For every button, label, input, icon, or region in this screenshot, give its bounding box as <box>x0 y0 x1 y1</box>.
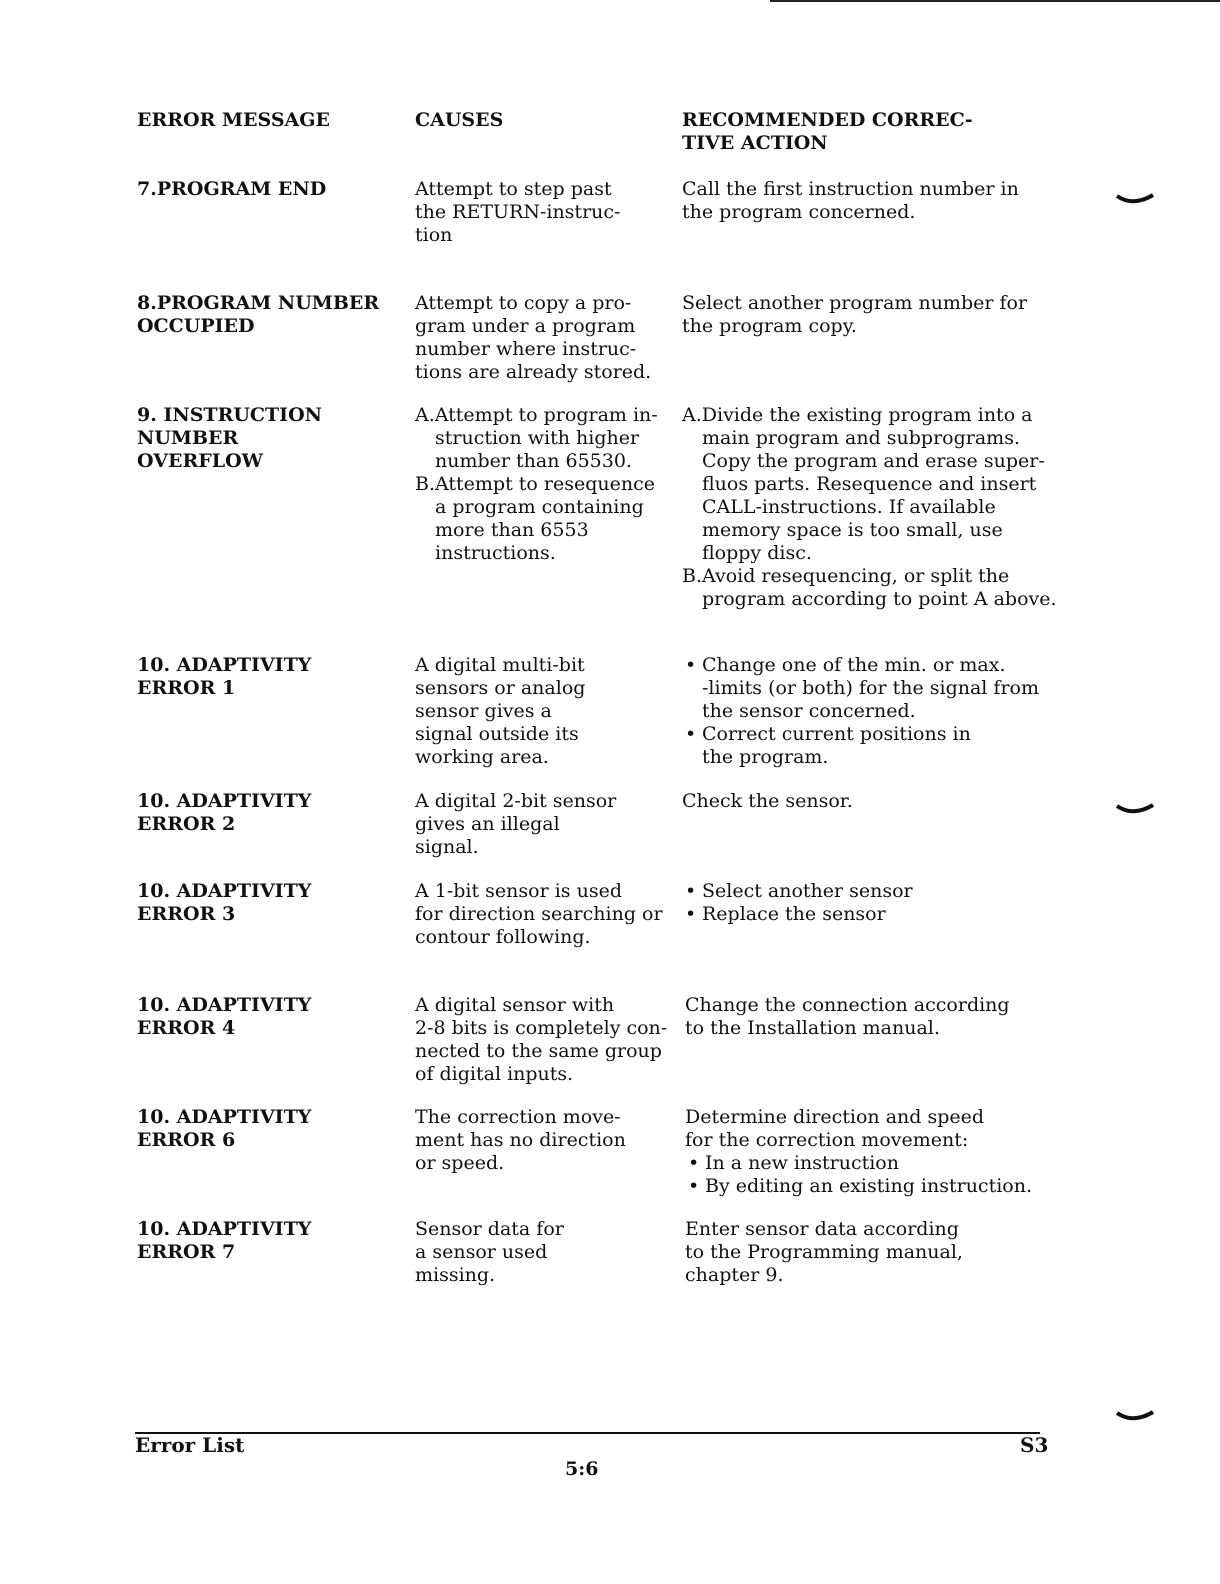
corrective-action <box>682 404 1062 611</box>
bullet-item <box>682 723 1062 769</box>
header-action-line: TIVE ACTION <box>682 132 828 154</box>
error-line: 7.PROGRAM END <box>137 178 327 200</box>
cause-line: Attempt to copy a pro- <box>415 292 632 314</box>
error-line: ERROR 7 <box>137 1241 236 1263</box>
cause-line: 2-8 bits is completely con- <box>415 1017 668 1039</box>
cause-line: ment has no direction <box>415 1129 626 1151</box>
cause-item-b <box>415 473 660 565</box>
cause-line: gives an illegal <box>415 813 560 835</box>
binder-mark-icon <box>1115 803 1155 817</box>
item-label: A. <box>682 404 702 426</box>
error-message <box>137 1218 397 1264</box>
item-text: Divide the existing program into a <box>701 404 1033 426</box>
footer-section-title: Error List <box>135 1433 245 1457</box>
action-line: to the Installation manual. <box>685 1017 940 1039</box>
action-line: memory space is too small, use <box>702 519 1003 541</box>
action-line: the program copy. <box>682 315 857 337</box>
action-line: the sensor concerned. <box>702 700 916 722</box>
cause-line: sensors or analog <box>415 677 586 699</box>
error-line: 10. ADAPTIVITY <box>137 790 312 812</box>
cause-line: gram under a program <box>415 315 636 337</box>
cause-line: A 1-bit sensor is used <box>415 880 622 902</box>
cause-line: number than 65530. <box>435 450 632 472</box>
causes <box>415 292 660 384</box>
action-line: Select another program number for <box>682 292 1028 314</box>
error-line: 10. ADAPTIVITY <box>137 654 312 676</box>
causes <box>415 404 660 565</box>
footer-rule <box>135 1432 1040 1434</box>
bullet-line: • Correct current positions in <box>682 723 1062 746</box>
cause-line: the RETURN-instruc- <box>415 201 621 223</box>
causes <box>415 790 660 859</box>
action-line: fluos parts. Resequence and insert <box>702 473 1037 495</box>
cause-line: a program containing <box>435 496 644 518</box>
action-item-b <box>682 565 1062 611</box>
cause-line: A digital 2-bit sensor <box>415 790 617 812</box>
error-line: NUMBER <box>137 427 239 449</box>
action-line: Call the first instruction number in <box>682 178 1019 200</box>
action-line: Enter sensor data according <box>685 1218 959 1240</box>
corrective-action <box>685 1106 1065 1198</box>
header-action-line: RECOMMENDED CORREC- <box>682 109 973 131</box>
action-line: floppy disc. <box>702 542 812 564</box>
action-line: Check the sensor. <box>682 790 853 812</box>
action-line: Copy the program and erase super- <box>702 450 1045 472</box>
error-message <box>137 880 397 926</box>
bullet-line: • By editing an existing instruction. <box>685 1175 1065 1198</box>
cause-item-first-line <box>415 473 660 496</box>
action-line: Change the connection according <box>685 994 1010 1016</box>
error-line: ERROR 4 <box>137 1017 236 1039</box>
action-item-first-line <box>682 404 1062 427</box>
cause-line: struction with higher <box>435 427 640 449</box>
footer-section-code: S3 <box>1020 1433 1049 1457</box>
item-label: A. <box>415 404 435 426</box>
cause-line: tions are already stored. <box>415 361 652 383</box>
cause-line: A digital sensor with <box>415 994 615 1016</box>
action-line: main program and subprograms. <box>702 427 1020 449</box>
action-line: Determine direction and speed <box>685 1106 985 1128</box>
cause-line: Sensor data for <box>415 1218 564 1240</box>
action-item-first-line <box>682 565 1062 588</box>
cause-item-first-line <box>415 404 660 427</box>
action-line: to the Programming manual, <box>685 1241 963 1263</box>
item-text: Avoid resequencing, or split the <box>702 565 1010 587</box>
top-edge-line <box>770 0 1220 2</box>
cause-line: instructions. <box>435 542 556 564</box>
bullet-line: • In a new instruction <box>685 1152 1065 1175</box>
error-message <box>137 404 397 473</box>
corrective-action <box>685 994 1065 1040</box>
item-label: B. <box>682 565 703 587</box>
cause-line: of digital inputs. <box>415 1063 574 1085</box>
bullet-item <box>682 654 1062 723</box>
cause-line: more than 6553 <box>435 519 589 541</box>
item-text: Attempt to resequence <box>435 473 655 495</box>
action-line: program according to point A above. <box>702 588 1057 610</box>
error-line: ERROR 1 <box>137 677 236 699</box>
error-line: 10. ADAPTIVITY <box>137 1106 312 1128</box>
cause-line: missing. <box>415 1264 496 1286</box>
error-message <box>137 178 397 201</box>
error-line: 10. ADAPTIVITY <box>137 1218 312 1240</box>
item-text: Attempt to program in- <box>434 404 658 426</box>
error-line: 9. INSTRUCTION <box>137 404 322 426</box>
header-causes: CAUSES <box>415 109 504 131</box>
cause-line: number where instruc- <box>415 338 637 360</box>
action-line: the program. <box>702 746 829 768</box>
cause-line: working area. <box>415 746 549 768</box>
cause-line: Attempt to step past <box>415 178 612 200</box>
corrective-action <box>685 1218 1065 1287</box>
action-line: the program concerned. <box>682 201 916 223</box>
cause-line: A digital multi-bit <box>415 654 585 676</box>
error-line: ERROR 2 <box>137 813 236 835</box>
action-line: chapter 9. <box>685 1264 784 1286</box>
error-line: OVERFLOW <box>137 450 263 472</box>
cause-line: nected to the same group <box>415 1040 662 1062</box>
error-line: 10. ADAPTIVITY <box>137 880 312 902</box>
error-line: ERROR 6 <box>137 1129 236 1151</box>
error-message <box>137 292 397 338</box>
cause-line: for direction searching or <box>415 903 663 925</box>
binder-mark-icon <box>1115 1410 1155 1424</box>
error-message <box>137 994 397 1040</box>
error-line: ERROR 3 <box>137 903 236 925</box>
cause-line: contour following. <box>415 926 591 948</box>
error-line: OCCUPIED <box>137 315 255 337</box>
cause-line: tion <box>415 224 453 246</box>
corrective-action <box>682 790 1062 813</box>
causes <box>415 654 660 769</box>
bullet-line: • Change one of the min. or max. <box>682 654 1062 677</box>
cause-line: or speed. <box>415 1152 505 1174</box>
header-error-message: ERROR MESSAGE <box>137 109 331 131</box>
causes <box>415 1106 660 1175</box>
bullet-line: • Select another sensor <box>682 880 1062 903</box>
bullet-line: • Replace the sensor <box>682 903 1062 926</box>
corrective-action <box>682 654 1062 769</box>
corrective-action <box>682 178 1062 224</box>
error-message <box>137 1106 397 1152</box>
action-line: for the correction movement: <box>685 1129 969 1151</box>
corrective-action <box>682 880 1062 926</box>
cause-line: sensor gives a <box>415 700 552 722</box>
causes <box>415 994 668 1086</box>
cause-line: signal outside its <box>415 723 579 745</box>
action-item-a <box>682 404 1062 565</box>
action-line: CALL-instructions. If available <box>702 496 996 518</box>
causes <box>415 1218 660 1287</box>
causes <box>415 880 663 949</box>
error-message <box>137 654 397 700</box>
cause-item-a <box>415 404 660 473</box>
error-message <box>137 790 397 836</box>
cause-line: signal. <box>415 836 479 858</box>
binder-mark-icon <box>1115 193 1155 207</box>
item-label: B. <box>415 473 436 495</box>
corrective-action <box>682 292 1062 338</box>
causes <box>415 178 660 247</box>
error-line: 10. ADAPTIVITY <box>137 994 312 1016</box>
page-number: 5:6 <box>565 1458 599 1480</box>
cause-line: The correction move- <box>415 1106 621 1128</box>
action-line: -limits (or both) for the signal from <box>702 677 1039 699</box>
error-line: 8.PROGRAM NUMBER <box>137 292 380 314</box>
header-corrective-action <box>682 109 973 155</box>
cause-line: a sensor used <box>415 1241 548 1263</box>
